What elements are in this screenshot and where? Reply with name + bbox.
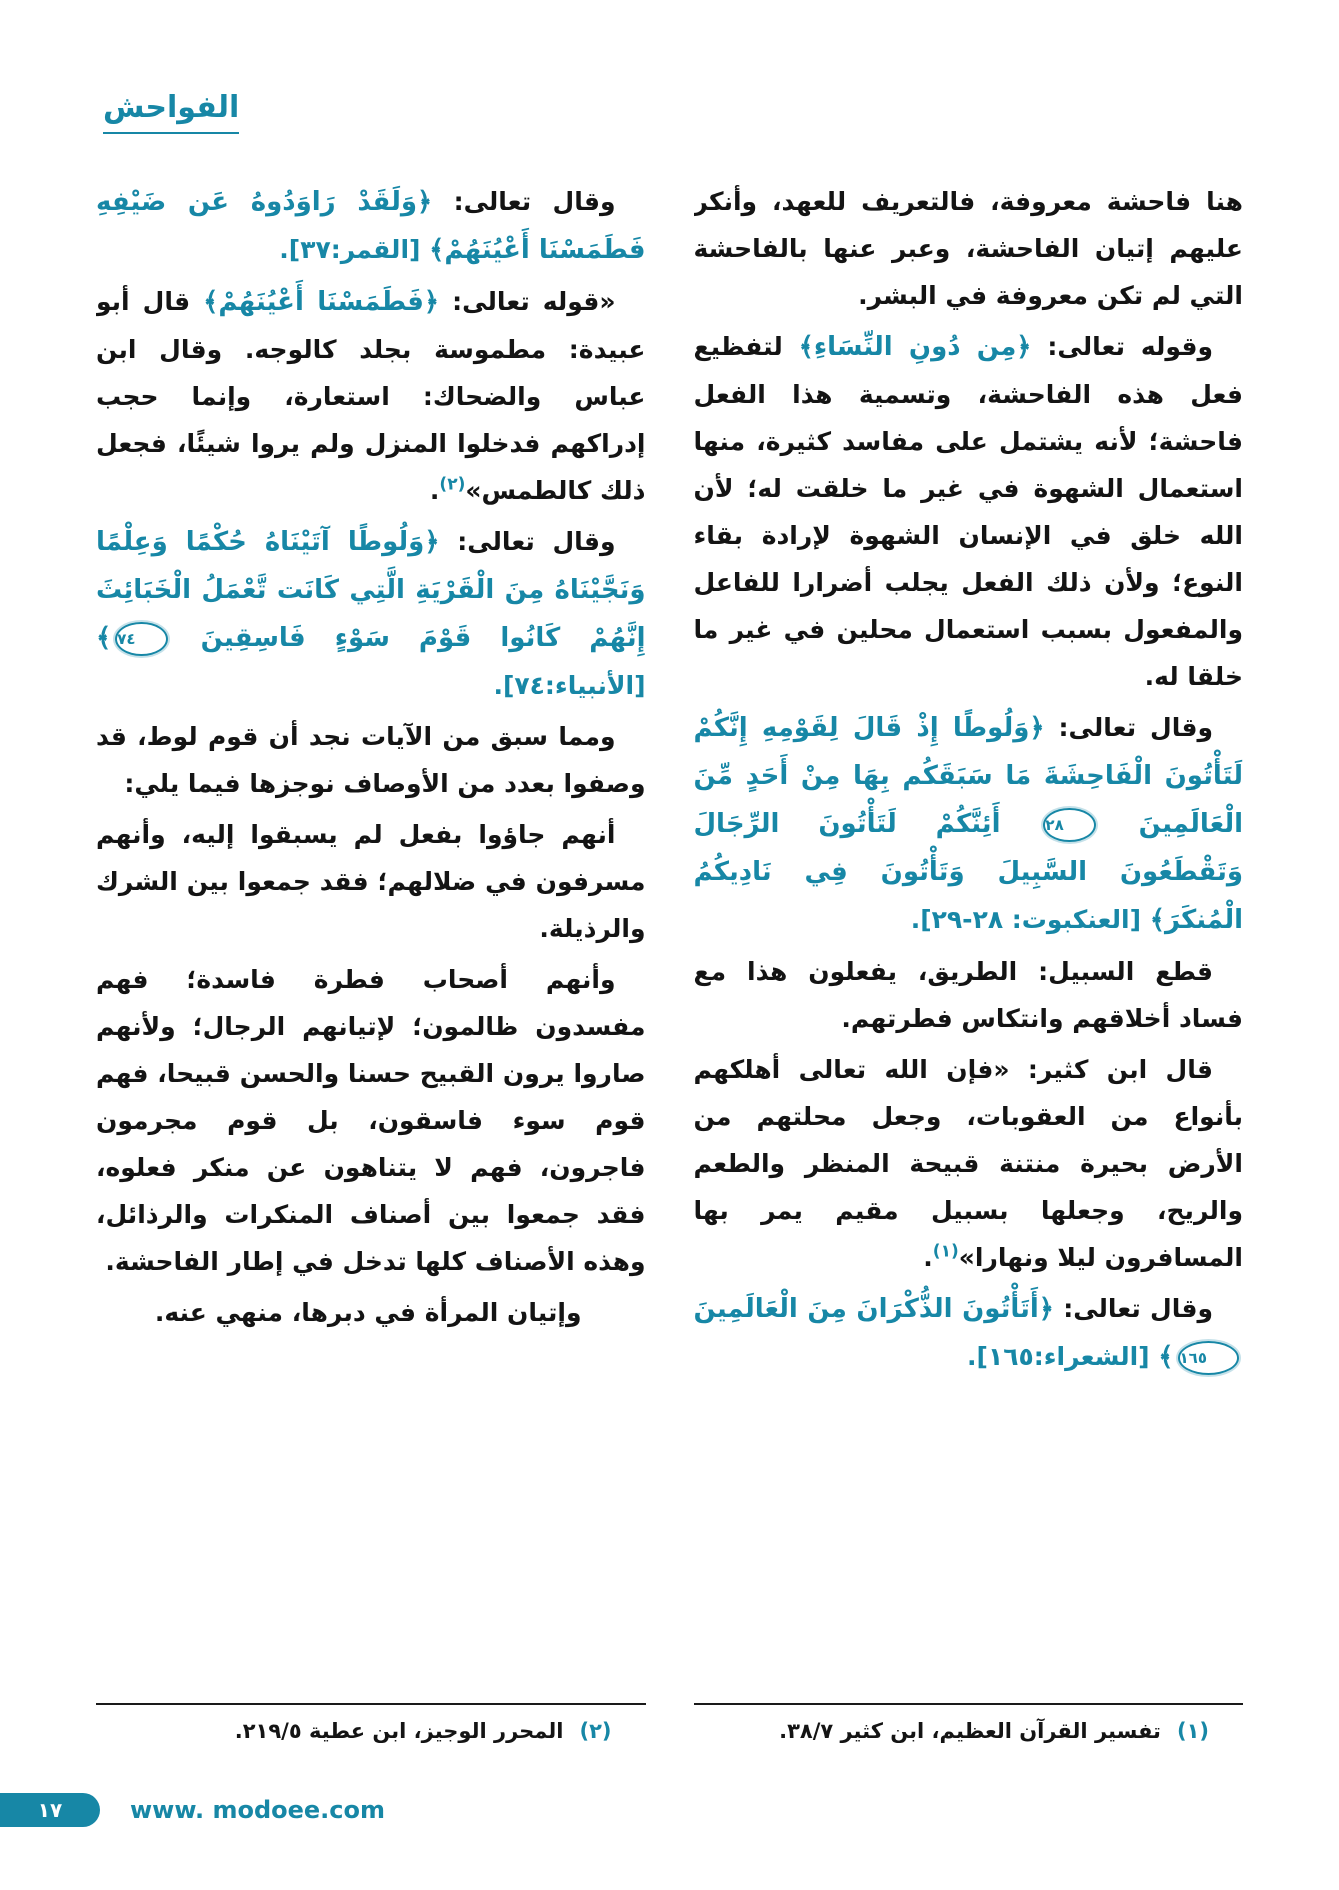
aya-number-badge: ٧٤: [115, 622, 167, 656]
footnote-right: [694, 1703, 1244, 1743]
page-number: ١٧: [37, 1798, 63, 1822]
paragraph: [96, 1289, 646, 1336]
aya-number-badge: ٢٨: [1043, 808, 1095, 842]
footnote-marker: (١): [932, 1241, 959, 1262]
column-left: [96, 178, 646, 1743]
body-text: وأنهم أصحاب فطرة فاسدة؛ فهم مفسدون ظالمون؛ لإتيانهم الرجال؛ ولأنهم صاروا يرون القبيح حسنا والحسن قبيحا، فهم قوم سوء فاسقون، بل قوم مجرمون فاجرون، فهم لا يتناهون عن منكر فعلوه، فقد جمعوا بين أصناف المنكرات والرذائل، وهذه الأصناف كلها تدخل في إطار الفاحشة.: [96, 965, 646, 1276]
paragraph: [694, 1046, 1244, 1281]
page-content: [96, 178, 1243, 1743]
paragraph: [96, 278, 646, 514]
website-url: www. modoee.com: [130, 1796, 386, 1824]
footnote-number: (٢): [579, 1719, 612, 1743]
body-text: هنا فاحشة معروفة، فالتعريف للعهد، وأنكر عليهم إتيان الفاحشة، وعبر عنها بالفاحشة التي لم تكن معروفة في البشر.: [693, 187, 1243, 310]
body-text: لتفظيع فعل هذه الفاحشة، وتسمية هذا الفعل فاحشة؛ لأنه يشتمل على مفاسد كثيرة، منها استعمال الشهوة في غير ما خلقت له؛ لأن الله خلق في الإنسان الشهوة لإرادة بقاء النوع؛ ولأن ذلك الفعل يجلب أضرارا للفاعل والمفعول بسبب استعمال محلين في غير ما خلقا له.: [693, 332, 1243, 691]
body-text: وإتيان المرأة في دبرها، منهي عنه.: [154, 1298, 582, 1327]
body-text: ومما سبق من الآيات نجد أن قوم لوط، قد وصفوا بعدد من الأوصاف نوجزها فيما يلي:: [96, 722, 646, 798]
body-text: أنهم جاؤوا بفعل لم يسبقوا إليه، وأنهم مسرفون في ضلالهم؛ فقد جمعوا بين الشرك والرذيلة.: [96, 820, 646, 943]
footnote-marker: (٢): [439, 474, 466, 495]
paragraph: [96, 178, 646, 274]
verse-reference: [الأنبياء:٧٤].: [493, 671, 646, 700]
quran-verse: ﴿وَلُوطًا إِذْ قَالَ لِقَوْمِهِ إِنَّكُمْ لَتَأْتُونَ الْفَاحِشَةَ مَا سَبَقَكُم بِهَا مِنْ أَحَدٍ مِّنَ الْعَالَمِينَ: [693, 713, 1243, 839]
body-text: قطع السبيل: الطريق، يفعلون هذا مع فساد أخلاقهم وانتكاس فطرتهم.: [693, 957, 1243, 1033]
verse-reference: [الشعراء:١٦٥].: [967, 1342, 1159, 1371]
paragraph: [694, 948, 1244, 1042]
quran-verse: ﴾: [96, 623, 112, 653]
page-header: [103, 90, 239, 134]
body-text: وقال تعالى:: [1044, 713, 1213, 742]
footnote-left: [96, 1703, 646, 1743]
body-text: وقوله تعالى:: [1031, 332, 1213, 361]
paragraph: [96, 811, 646, 952]
quran-verse: ﴿وَلُوطًا آتَيْنَاهُ حُكْمًا وَعِلْمًا وَنَجَّيْنَاهُ مِنَ الْقَرْيَةِ الَّتِي كَانَت تَّعْمَلُ الْخَبَائِثَ إِنَّهُمْ كَانُوا قَوْمَ سَوْءٍ فَاسِقِينَ: [96, 527, 646, 653]
body-text: .: [923, 1243, 933, 1272]
quran-verse: ﴿مِن دُونِ النِّسَاءِ﴾: [798, 332, 1032, 362]
verse-reference: [القمر:٣٧].: [279, 235, 430, 264]
verse-reference: [العنكبوت: ٢٨-٢٩].: [910, 905, 1150, 934]
paragraph: [694, 704, 1244, 944]
page-number-badge: [0, 1793, 100, 1827]
paragraph: [694, 1285, 1244, 1381]
body-text: وقال تعالى:: [439, 527, 616, 556]
footnote-text: المحرر الوجيز، ابن عطية ٢١٩/٥.: [234, 1719, 564, 1743]
column-right: [694, 178, 1244, 1743]
quran-verse: ﴿وَلَقَدْ رَاوَدُوهُ عَن ضَيْفِهِ فَطَمَسْنَا أَعْيُنَهُمْ﴾: [96, 187, 646, 265]
section-title: الفواحش: [103, 90, 239, 134]
body-text: وقال تعالى:: [1054, 1294, 1213, 1323]
paragraph: [96, 518, 646, 709]
paragraph: [96, 713, 646, 807]
body-text: قال أبو عبيدة: مطموسة بجلد كالوجه. وقال ابن عباس والضحاك: استعارة، وإنما حجب إدراكهم فدخلوا المنزل ولم يروا شيئًا، فجعل ذلك كالطمس»: [96, 287, 646, 505]
body-text: .: [429, 476, 440, 505]
paragraph: [694, 178, 1244, 319]
footnote-number: (١): [1176, 1719, 1209, 1743]
quran-verse: ﴿فَطَمَسْنَا أَعْيُنَهُمْ﴾: [203, 287, 440, 317]
paragraph: [96, 956, 646, 1285]
paragraph: [694, 323, 1244, 700]
aya-number-badge: ١٦٥: [1178, 1341, 1239, 1375]
footnote-text: تفسير القرآن العظيم، ابن كثير ٣٨/٧.: [779, 1719, 1161, 1743]
quran-verse: أَئِنَّكُمْ لَتَأْتُونَ الرِّجَالَ وَتَقْطَعُونَ السَّبِيلَ وَتَأْتُونَ فِي نَادِيكُمُ الْمُنكَرَ﴾: [693, 809, 1243, 935]
quran-verse: ﴾: [1158, 1342, 1174, 1372]
body-text: وقال تعالى:: [432, 187, 616, 216]
quran-verse: ﴿أَتَأْتُونَ الذُّكْرَانَ مِنَ الْعَالَمِينَ: [693, 1294, 1055, 1324]
body-text: «قوله تعالى:: [439, 287, 616, 316]
body-text: قال ابن كثير: «فإن الله تعالى أهلكهم بأنواع من العقوبات، وجعل محلتهم من الأرض بحيرة منتنة قبيحة المنظر والطعم والريح، وجعلها بسبيل مقيم يمر بها المسافرون ليلا ونهارا»: [693, 1055, 1243, 1272]
